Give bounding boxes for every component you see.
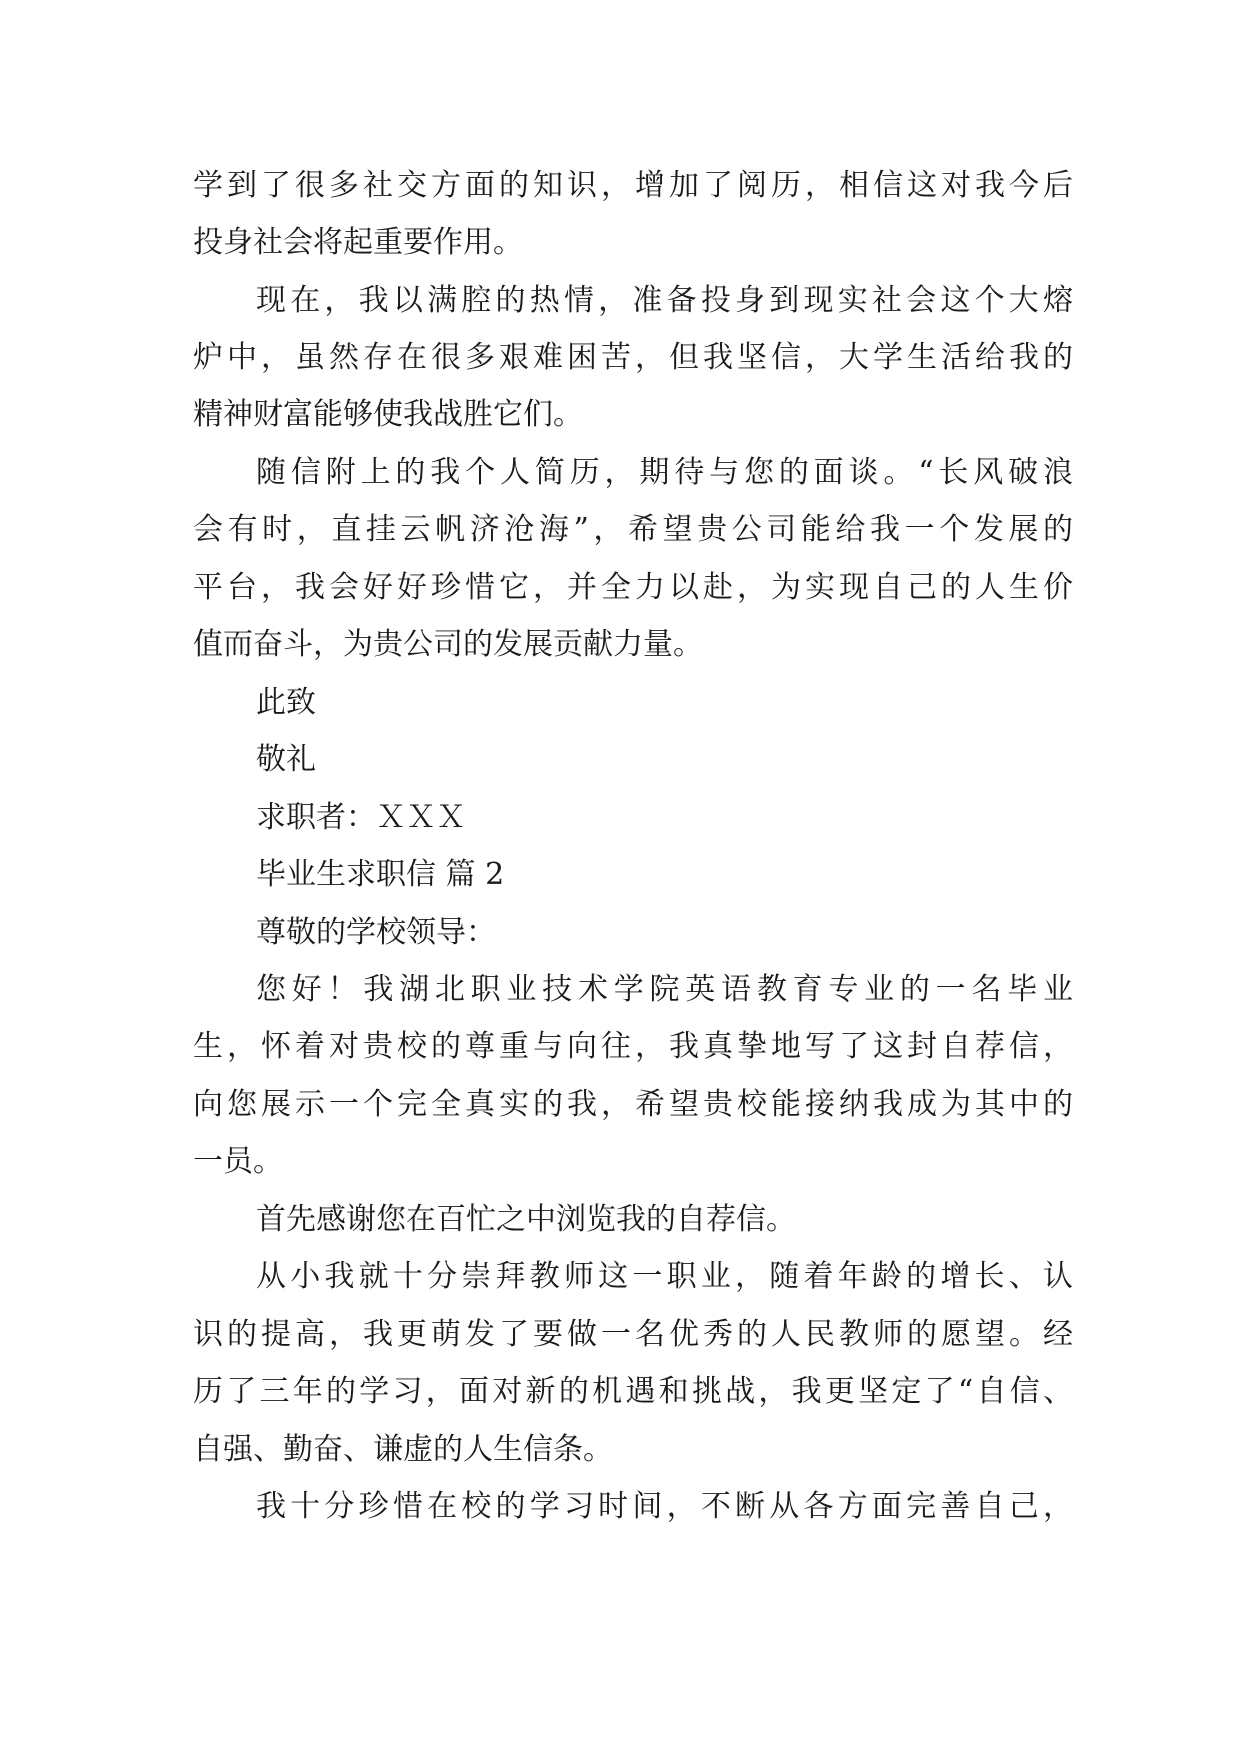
- paragraph-line: 学到了很多社交方面的知识，增加了阅历，相信这对我今后: [193, 168, 1073, 203]
- paragraph-line: 精神财富能够使我战胜它们。: [193, 397, 583, 432]
- paragraph-line: 投身社会将起重要作用。: [193, 225, 523, 260]
- section-heading: 毕业生求职信 篇 2: [256, 857, 505, 892]
- paragraph-line: 生，怀着对贵校的尊重与向往，我真挚地写了这封自荐信，: [193, 1029, 1073, 1064]
- paragraph-line: 向您展示一个完全真实的我，希望贵校能接纳我成为其中的: [193, 1087, 1073, 1122]
- paragraph-line: 自强、勤奋、谦虚的人生信条。: [193, 1432, 613, 1467]
- signature-line: 求职者：ＸＸＸ: [256, 800, 466, 835]
- paragraph-line: 一员。: [193, 1144, 283, 1179]
- paragraph-line: 随信附上的我个人简历，期待与您的面谈。“长风破浪: [256, 455, 1073, 490]
- closing-salutation: 此致: [256, 685, 316, 720]
- paragraph-line: 平台，我会好好珍惜它，并全力以赴，为实现自己的人生价: [193, 570, 1073, 605]
- paragraph-line: 我十分珍惜在校的学习时间，不断从各方面完善自己，: [256, 1489, 1073, 1524]
- paragraph-line: 会有时，直挂云帆济沧海”，希望贵公司能给我一个发展的: [193, 512, 1073, 547]
- paragraph-line: 值而奋斗，为贵公司的发展贡献力量。: [193, 627, 703, 662]
- paragraph-line: 从小我就十分崇拜教师这一职业，随着年龄的增长、认: [256, 1259, 1073, 1294]
- closing-regards: 敬礼: [256, 742, 316, 777]
- paragraph-line: 首先感谢您在百忙之中浏览我的自荐信。: [256, 1202, 796, 1237]
- paragraph-line: 识的提高，我更萌发了要做一名优秀的人民教师的愿望。经: [193, 1317, 1073, 1352]
- paragraph-line: 历了三年的学习，面对新的机遇和挑战，我更坚定了“自信、: [193, 1374, 1073, 1409]
- paragraph-line: 炉中，虽然存在很多艰难困苦，但我坚信，大学生活给我的: [193, 340, 1073, 375]
- paragraph-line: 现在，我以满腔的热情，准备投身到现实社会这个大熔: [256, 283, 1073, 318]
- letter-greeting: 尊敬的学校领导：: [256, 915, 496, 950]
- paragraph-line: 您好！我湖北职业技术学院英语教育专业的一名毕业: [256, 972, 1073, 1007]
